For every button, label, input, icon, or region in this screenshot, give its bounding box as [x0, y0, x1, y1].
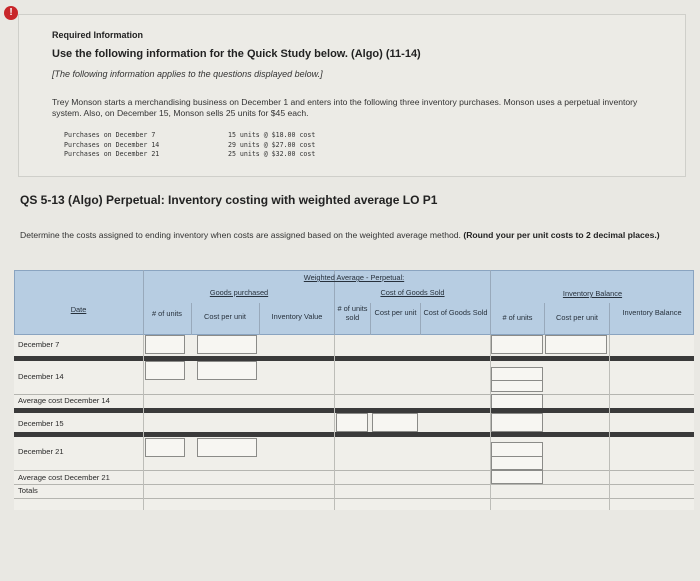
- row-label-december-21: December 21: [18, 447, 64, 456]
- header-divider: [143, 270, 144, 335]
- purchase-value: 29 units @ $27.00 cost: [228, 140, 316, 149]
- super-header: Weighted Average - Perpetual:: [303, 273, 405, 282]
- row-label-december-7: December 7: [18, 340, 60, 349]
- alert-icon: !: [4, 6, 18, 20]
- units-header: # of units: [152, 309, 182, 318]
- body-divider: [490, 335, 491, 510]
- inventory-balance-header: Inventory Balance: [562, 289, 623, 298]
- row-label-average-december-14: Average cost December 14: [18, 396, 110, 405]
- purchase-labels: [64, 131, 159, 160]
- dec7-balance-cost-input[interactable]: [545, 335, 607, 354]
- dec7-cost-input[interactable]: [197, 335, 257, 354]
- dec14-balance-units-input-2[interactable]: [491, 380, 543, 392]
- applies-note: [The following information applies to the questions displayed below.]: [52, 69, 323, 79]
- dec7-balance-units-input[interactable]: [491, 335, 543, 354]
- question-instruction: [20, 230, 690, 241]
- cogs-total-header: Cost of Goods Sold: [423, 308, 488, 317]
- dec21-units-input[interactable]: [145, 438, 185, 457]
- balance-units-header: # of units: [502, 313, 533, 322]
- balance-cost-per-unit-header: Cost per unit: [556, 313, 598, 322]
- header-divider: [490, 270, 491, 335]
- row-divider: [14, 498, 694, 499]
- body-divider: [143, 335, 144, 510]
- inventory-value-header: Inventory Value: [271, 312, 323, 321]
- purchase-label: Purchases on December 7: [64, 131, 156, 139]
- row-divider: [14, 470, 694, 471]
- dec14-units-input[interactable]: [145, 361, 185, 380]
- dec15-units-sold-input[interactable]: [336, 413, 368, 432]
- date-header: Date: [70, 305, 87, 314]
- purchase-value: 15 units @ $18.00 cost: [228, 131, 316, 139]
- cogs-cost-per-unit-header: Cost per unit: [374, 308, 417, 317]
- purchase-label: Purchases on December 14: [64, 140, 160, 149]
- row-label-december-15: December 15: [18, 419, 64, 428]
- row-divider: [14, 394, 694, 395]
- dec7-units-input[interactable]: [145, 335, 185, 354]
- instruction-rounding: (Round your per unit costs to 2 decimal places.): [463, 230, 660, 240]
- row-separator: [14, 432, 694, 437]
- row-label-average-december-21: Average cost December 21: [18, 473, 110, 482]
- purchase-value: 25 units @ $32.00 cost: [228, 150, 316, 158]
- dec21-cost-input[interactable]: [197, 438, 257, 457]
- use-information-line: Use the following information for the Quick Study below. (Algo) (11-14): [52, 48, 421, 60]
- row-label-totals: Totals: [18, 486, 38, 495]
- purchase-values: [228, 131, 315, 160]
- cogs-header: Cost of Goods Sold: [380, 288, 445, 297]
- required-information-heading: Required Information: [52, 30, 144, 40]
- dec15-balance-units-input[interactable]: [491, 413, 543, 432]
- dec14-cost-input[interactable]: [197, 361, 257, 380]
- avg21-balance-units-input[interactable]: [491, 470, 543, 484]
- weighted-average-table: [14, 270, 694, 510]
- goods-purchased-header: Goods purchased: [209, 288, 269, 297]
- problem-story: Trey Monson starts a merchandising business on December 1 and enters into the following three inventory purchases. Monson uses a perpetual inventory system. Also, on December 15, Monson sells 25 units for $45 each.: [52, 97, 638, 118]
- instruction-text: Determine the costs assigned to ending inventory when costs are assigned based on the weighted average method.: [20, 230, 461, 240]
- row-divider: [14, 484, 694, 485]
- dec21-balance-units-input-2[interactable]: [491, 456, 543, 470]
- body-divider: [334, 335, 335, 510]
- row-separator: [14, 356, 694, 361]
- question-title: QS 5-13 (Algo) Perpetual: Inventory costing with weighted average LO P1: [20, 193, 438, 207]
- balance-total-header: Inventory Balance: [622, 308, 682, 317]
- purchase-label: Purchases on December 21: [64, 150, 160, 158]
- units-sold-header: # of units sold: [337, 304, 368, 322]
- dec15-cogs-cost-input[interactable]: [372, 413, 418, 432]
- body-divider: [609, 335, 610, 510]
- row-label-december-14: December 14: [18, 372, 64, 381]
- cost-per-unit-header: Cost per unit: [204, 312, 246, 321]
